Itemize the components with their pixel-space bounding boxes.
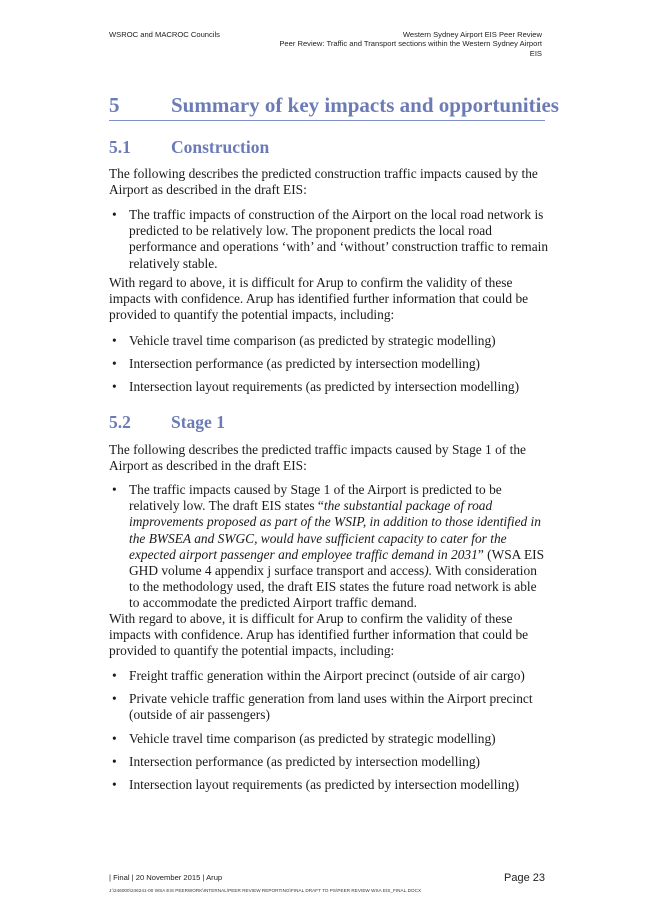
bullet-text-post: With consideration to the methodology used, the draft EIS states the future road network is able to accommodate the predicted Airport traffic demand. [129,563,537,611]
page-number: Page 23 [504,872,545,884]
bullet-text [129,482,549,612]
bullet-text-pre: The traffic impacts caused by Stage 1 of the Airport is predicted to be relatively low. The draft EIS states “ [129,482,502,514]
stage1-followup: With regard to above, it is difficult for Arup to confirm the validity of these impacts with confidence. Arup has identified further information that could be provided to quantify the potential impacts, including: [109,611,529,659]
footer-file-path: J:\246000\246241-00 WSA EIS PEERWORK\INTERNAL\PEER REVIEW REPORTING\FINAL DRAFT TO PS\PEER REVIEW WSA EIS_FINAL.DOCX [109,888,422,893]
bullet-marker: • [112,379,117,394]
header-right-line2: Peer Review: Traffic and Transport sections within the Western Sydney Airport [279,39,542,49]
chapter-number: 5 [109,93,120,117]
bullet-text: The traffic impacts of construction of the Airport on the local road network is predicted to be relatively low. The proponent predicts the local road performance and operations ‘with’ and ‘without’ construction traffic to remain relatively stable. [129,207,549,271]
bullet-marker: • [112,754,117,769]
chapter-title: Summary of key impacts and opportunities [171,93,559,117]
bullet-marker: • [112,482,117,497]
construction-intro: The following describes the predicted construction traffic impacts caused by the Airport as described in the draft EIS: [109,166,538,198]
bullet-marker: • [112,207,117,222]
bullet-text: Intersection layout requirements (as predicted by intersection modelling) [129,379,520,394]
bullet-marker: • [112,691,117,706]
bullet-text-close: ). [424,563,433,579]
bullet-text: Intersection performance (as predicted by intersection modelling) [129,754,480,769]
bullet-text: Intersection layout requirements (as predicted by intersection modelling) [129,777,520,792]
bullet-text: Vehicle travel time comparison (as predicted by strategic modelling) [129,333,496,348]
header-right-line3: EIS [529,48,542,58]
header-left: WSROC and MACROC Councils [109,30,220,39]
chapter-heading [109,93,559,121]
bullet-text-mid: ” (WSA EIS GHD volume 4 appendix j surface transport and access [129,546,545,579]
header-right-line1: Western Sydney Airport EIS Peer Review [402,30,542,39]
bullet-text: Intersection performance (as predicted by intersection modelling) [129,356,480,371]
stage1-intro: The following describes the predicted traffic impacts caused by Stage 1 of the Airport as described in the draft EIS: [109,442,526,474]
section-title: Stage 1 [171,412,225,432]
section-number: 5.2 [109,412,131,432]
bullet-marker: • [112,731,117,746]
bullet-text: Freight traffic generation within the Airport precinct (outside of air cargo) [129,668,525,683]
bullet-marker: • [112,668,117,683]
bullet-marker: • [112,777,117,792]
bullet-text-quote: the substantial package of road improvements proposed as part of the WSIP, in addition to those identified in the BWSEA and SWGC, would have sufficient capacity to cater for the expected airport passenger and employee traffic demand in 2031 [129,498,541,562]
bullet-marker: • [112,356,117,371]
bullet-text: Private vehicle traffic generation from land uses within the Airport precinct (outside of air passengers) [129,691,533,723]
bullet-marker: • [112,333,117,348]
section-title: Construction [171,137,270,157]
construction-followup: With regard to above, it is difficult for Arup to confirm the validity of these impacts with confidence. Arup has identified further information that could be provided to quantify the potential impacts, including: [109,275,529,323]
bullet-text: Vehicle travel time comparison (as predicted by strategic modelling) [129,731,496,746]
footer-info: | Final | 20 November 2015 | Arup [109,873,223,882]
header-right [279,30,542,58]
section-number: 5.1 [109,137,131,157]
